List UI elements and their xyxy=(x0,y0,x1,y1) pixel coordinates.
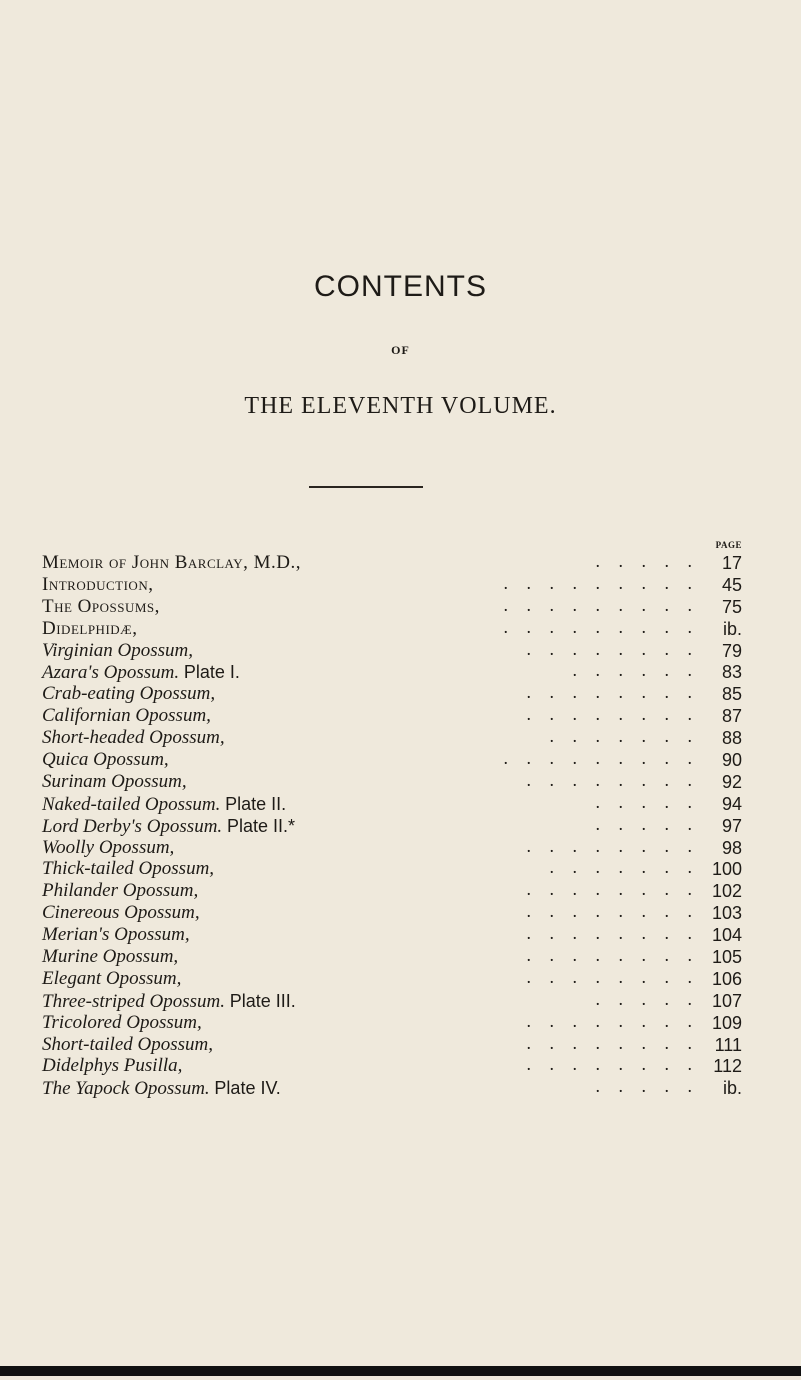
toc-entry-title: Virginian Opossum, xyxy=(42,639,193,661)
dot-leader: . . . . . . . . xyxy=(526,879,692,900)
dot-leader: . . . . . . . . xyxy=(526,923,692,944)
toc-entry-title: Cinereous Opossum, xyxy=(42,902,200,924)
toc-entry-title: Short-tailed Opossum, xyxy=(42,1033,213,1055)
toc-entry-title: Tricolored Opossum, xyxy=(42,1011,202,1033)
toc-entry-page: 102 xyxy=(711,881,742,902)
heading-of: OF xyxy=(391,343,410,357)
toc-entry xyxy=(42,815,742,837)
toc-entry-title: Surinam Opossum, xyxy=(42,770,187,792)
toc-entry-title: Thick-tailed Opossum, xyxy=(42,858,215,880)
toc-entry-text xyxy=(42,946,178,968)
toc-entry-text xyxy=(42,815,295,838)
toc-entry-text xyxy=(42,683,215,705)
toc-entry-plate: Plate I. xyxy=(183,662,240,683)
toc-entry-title: Elegant Opossum, xyxy=(42,967,182,989)
dot-leader: . . . . . . . . xyxy=(526,638,692,659)
toc-entry-title: Introduction, xyxy=(42,573,154,595)
dot-leader: . . . . . . . . xyxy=(526,901,692,922)
toc-entry xyxy=(42,640,742,662)
toc-list xyxy=(42,552,742,1099)
toc-entry-page: 109 xyxy=(711,1012,742,1033)
dot-leader: . . . . . . . . . xyxy=(503,616,692,637)
dot-leader: . . . . . . . . xyxy=(526,1010,692,1031)
toc-entry xyxy=(42,1077,742,1099)
toc-entry xyxy=(42,1034,742,1056)
toc-entry xyxy=(42,1012,742,1034)
toc-entry-plate: Plate III. xyxy=(229,990,296,1011)
toc-entry-page: 98 xyxy=(721,837,742,858)
toc-entry xyxy=(42,968,742,990)
toc-entry-page: ib. xyxy=(722,1078,742,1099)
toc-entry-page: 103 xyxy=(711,903,742,924)
dot-leader: . . . . . xyxy=(595,791,692,812)
toc-entry-title: Three-striped Opossum. xyxy=(42,990,225,1012)
toc-entry xyxy=(42,1055,742,1077)
toc-entry-page: 104 xyxy=(711,925,742,946)
toc-entry xyxy=(42,837,742,859)
toc-entry-text xyxy=(42,880,198,902)
dot-leader: . . . . . . . . xyxy=(526,682,692,703)
toc-entry-page: 75 xyxy=(721,596,742,617)
toc-entry-text xyxy=(42,858,214,880)
dot-leader: . . . . . xyxy=(595,551,692,571)
toc-entry-text xyxy=(42,596,160,618)
toc-entry xyxy=(42,858,742,880)
toc-entry xyxy=(42,771,742,793)
toc-entry xyxy=(42,574,742,596)
toc-entry-text xyxy=(42,574,153,596)
toc-entry-title: Short-headed Opossum, xyxy=(42,727,225,749)
toc-entry-title: Memoir of John Barclay, M.D., xyxy=(42,552,302,573)
toc-entry-title: Woolly Opossum, xyxy=(42,836,175,858)
dot-leader: . . . . . . . . xyxy=(526,769,692,790)
toc-entry-page: 88 xyxy=(721,728,742,749)
toc-entry-page: ib. xyxy=(722,618,742,639)
toc-entry-title: Didelphys Pusilla, xyxy=(42,1055,183,1077)
dot-leader: . . . . . . . . xyxy=(526,1054,692,1075)
toc-entry-title: Naked-tailed Opossum. xyxy=(42,793,221,815)
toc-entry xyxy=(42,990,742,1012)
dot-leader: . . . . . xyxy=(595,813,692,834)
toc-entry xyxy=(42,924,742,946)
toc-entry xyxy=(42,946,742,968)
toc-entry-title: Didelphidæ, xyxy=(42,617,138,639)
toc-entry-text xyxy=(42,837,174,859)
toc-entry-plate: Plate II.* xyxy=(226,815,295,836)
dot-leader: . . . . . . . . xyxy=(526,835,692,856)
toc-entry xyxy=(42,618,742,640)
divider-rule xyxy=(309,486,423,488)
toc-entry xyxy=(42,596,742,618)
dot-leader: . . . . . . xyxy=(572,660,692,681)
toc-entry xyxy=(42,727,742,749)
dot-leader: . . . . . . . . xyxy=(526,945,692,966)
toc-entry xyxy=(42,749,742,771)
toc-entry xyxy=(42,902,742,924)
dot-leader: . . . . . xyxy=(595,988,692,1009)
dot-leader: . . . . . . . . . xyxy=(503,748,692,769)
toc-entry-plate: Plate II. xyxy=(225,793,287,814)
toc-entry-title: Murine Opossum, xyxy=(42,946,179,968)
toc-entry-plate: Plate IV. xyxy=(214,1078,281,1099)
dot-leader: . . . . . . . xyxy=(549,726,692,747)
toc-entry-title: Azara's Opossum. xyxy=(42,662,180,684)
toc-entry-text xyxy=(42,640,193,662)
toc-entry-text xyxy=(42,1012,202,1034)
toc-entry-text xyxy=(42,661,240,684)
toc-entry-page: 90 xyxy=(721,750,742,771)
toc-entry-page: 79 xyxy=(721,640,742,661)
toc-entry xyxy=(42,552,742,574)
toc-entry-title: Californian Opossum, xyxy=(42,705,211,727)
toc-entry xyxy=(42,661,742,683)
toc-entry-text xyxy=(42,924,190,946)
toc-entry xyxy=(42,793,742,815)
toc-entry-text xyxy=(42,705,211,727)
toc-entry-text xyxy=(42,793,286,816)
toc-entry-page: 112 xyxy=(713,1056,742,1077)
toc-entry-page: 85 xyxy=(721,684,742,705)
toc-entry-text xyxy=(42,618,137,640)
dot-leader: . . . . . . . . . xyxy=(503,572,692,593)
toc-entry-page: 105 xyxy=(711,947,742,968)
toc-entry xyxy=(42,683,742,705)
toc-entry-page: 111 xyxy=(714,1034,742,1055)
toc-entry-text xyxy=(42,1077,281,1100)
toc-entry-page: 97 xyxy=(721,815,742,836)
toc-entry-page: 17 xyxy=(721,553,742,573)
toc-entry-title: Lord Derby's Opossum. xyxy=(42,815,223,837)
toc-entry-title: The Opossums, xyxy=(42,595,160,617)
toc-entry-page: 87 xyxy=(721,706,742,727)
page-title: CONTENTS xyxy=(314,270,487,303)
toc-entry-text xyxy=(42,902,200,924)
toc-entry-text xyxy=(42,1034,213,1056)
toc-entry-text xyxy=(42,990,296,1013)
toc-entry-title: Quica Opossum, xyxy=(42,749,169,771)
toc-entry-page: 92 xyxy=(721,771,742,792)
toc-entry-page: 45 xyxy=(721,574,742,595)
toc-entry-text xyxy=(42,771,187,793)
toc-entry-title: Philander Opossum, xyxy=(42,880,199,902)
toc-entry xyxy=(42,705,742,727)
dot-leader: . . . . . xyxy=(595,1076,692,1097)
dot-leader: . . . . . . . xyxy=(549,857,692,878)
toc-entry xyxy=(42,880,742,902)
page-column-header: PAGE xyxy=(715,540,742,550)
page-edge-shadow xyxy=(0,1366,801,1376)
dot-leader: . . . . . . . . xyxy=(526,966,692,987)
toc-entry-page: 83 xyxy=(721,662,742,683)
toc-entry-text xyxy=(42,727,225,749)
toc-entry-page: 106 xyxy=(711,968,742,989)
toc-entry-title: The Yapock Opossum. xyxy=(42,1078,210,1100)
toc-entry-page: 100 xyxy=(711,859,742,880)
volume-subtitle: THE ELEVENTH VOLUME. xyxy=(244,393,557,419)
dot-leader: . . . . . . . . xyxy=(526,704,692,725)
dot-leader: . . . . . . . . . xyxy=(503,594,692,615)
toc-entry-page: 107 xyxy=(711,990,742,1011)
toc-entry-text xyxy=(42,968,181,990)
toc-entry-text xyxy=(42,1055,182,1077)
dot-leader: . . . . . . . . xyxy=(526,1032,692,1053)
toc-entry-text xyxy=(42,749,169,771)
toc-entry-title: Crab-eating Opossum, xyxy=(42,683,216,705)
toc-entry-title: Merian's Opossum, xyxy=(42,924,190,946)
toc-entry-text xyxy=(42,552,301,574)
toc-entry-page: 94 xyxy=(721,793,742,814)
